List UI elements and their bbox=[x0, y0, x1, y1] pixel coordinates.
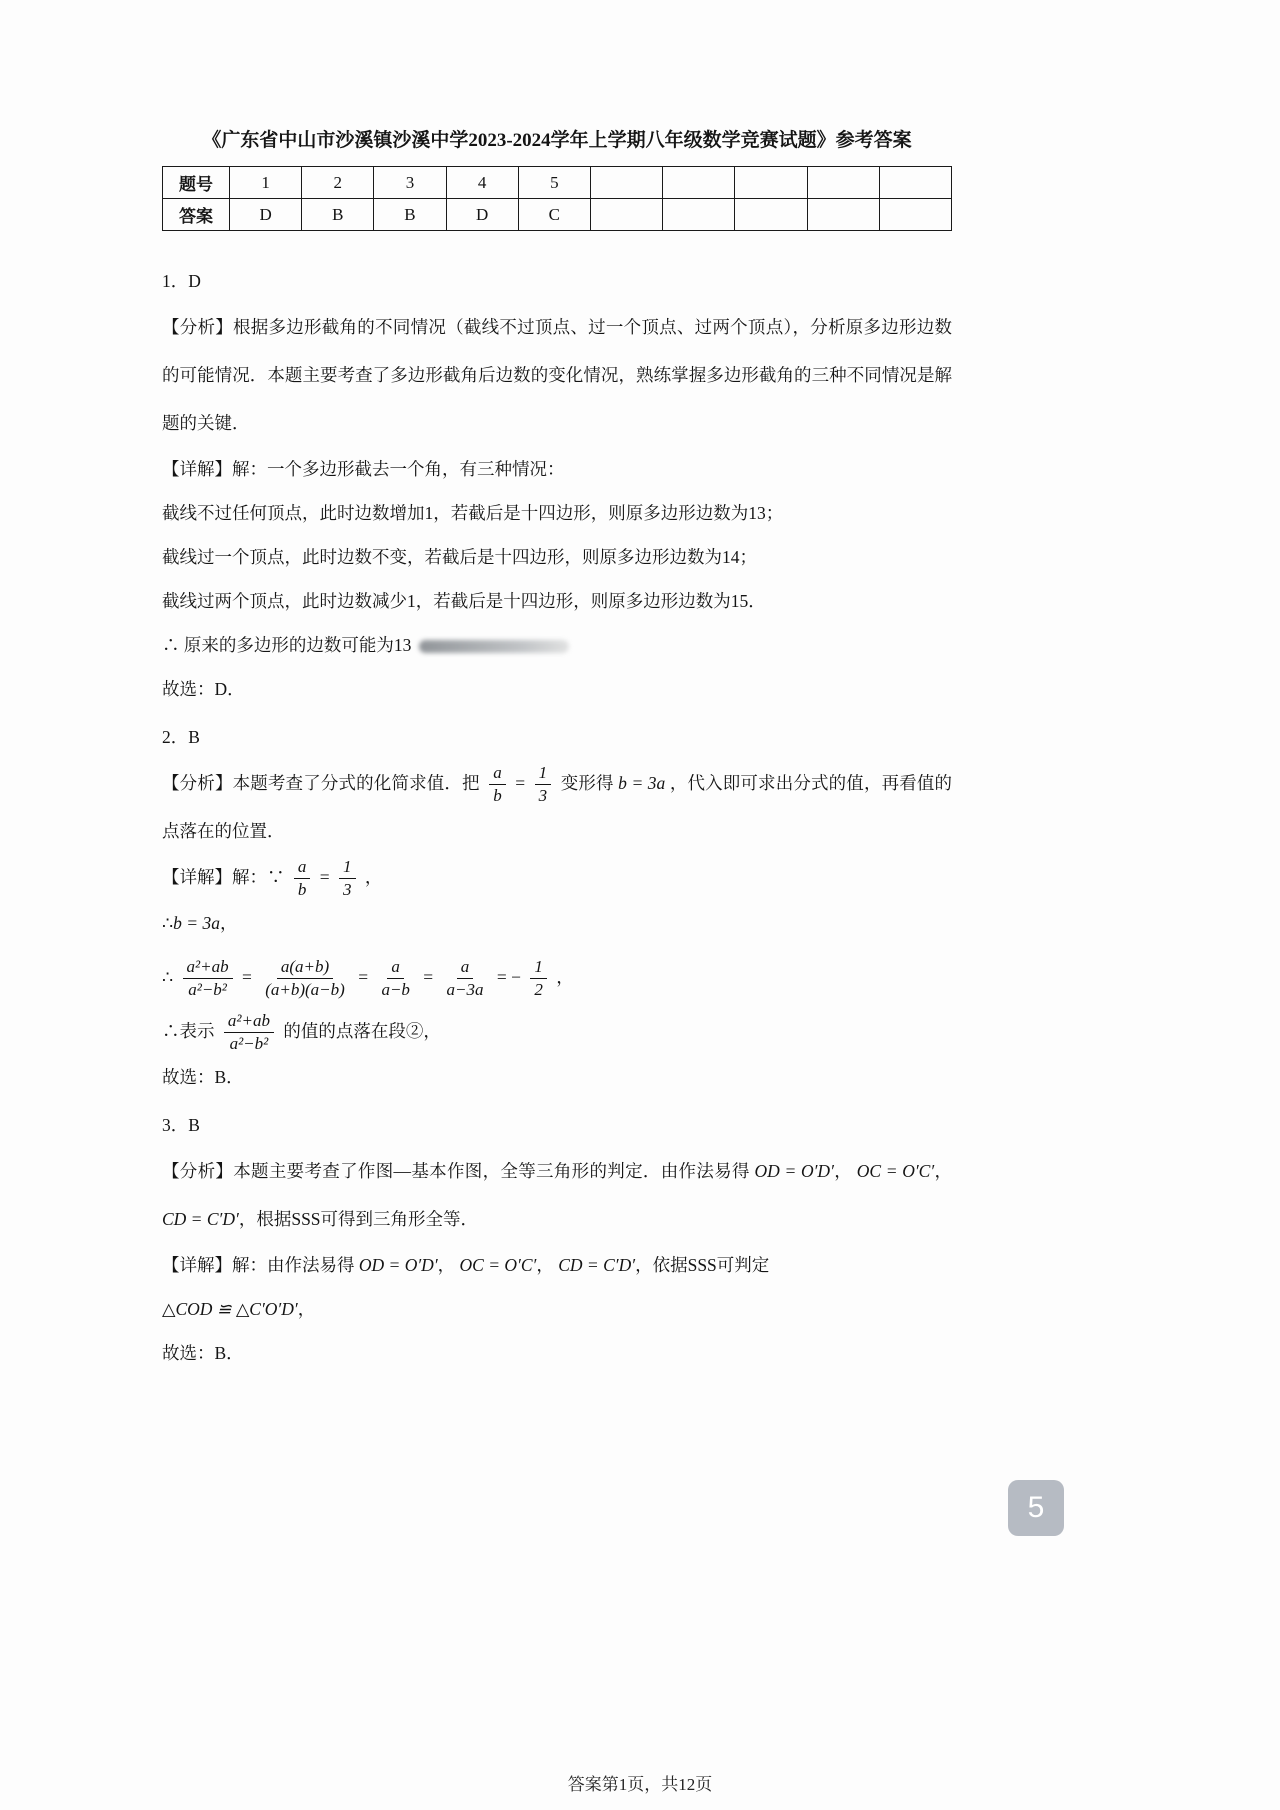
math-cd-equals: CD = C′D′ bbox=[558, 1254, 636, 1275]
equals-sign: = bbox=[319, 867, 330, 887]
answer-cell: C bbox=[518, 199, 590, 231]
fraction-1-over-3: $\frac{1}{3}$ bbox=[339, 857, 356, 901]
q1-case2: 截线过一个顶点，此时边数不变，若截后是十四边形，则原多边形边数为14； bbox=[162, 547, 757, 567]
fraction-a-over-a-minus-b: $\frac{a}{a-b}$ bbox=[381, 956, 410, 1000]
q2-heading: 2．B bbox=[162, 727, 200, 747]
answer-cell: D bbox=[230, 199, 302, 231]
answer-cell bbox=[735, 199, 807, 231]
answer-row bbox=[163, 199, 952, 231]
comma: ， bbox=[833, 1160, 853, 1181]
q2-analysis-text-3: ，代入即可求出分式的值，再看值的点落在的位置． bbox=[162, 773, 953, 841]
question-number-cell: 1 bbox=[230, 167, 302, 199]
fraction-a-over-b: $\frac{a}{b}$ bbox=[294, 857, 311, 901]
fraction-a2-ab-over-a2-b2: $\frac{\text{a²+ab}}{\text{a²−b²}}$ bbox=[224, 1011, 274, 1055]
q3-detail-text-1: 【详解】解：由作法易得 bbox=[162, 1254, 355, 1275]
math-b-equals-3a: b = 3a bbox=[618, 773, 666, 793]
equals-minus-sign: = − bbox=[496, 966, 522, 987]
equals-sign: = bbox=[241, 966, 252, 987]
math-oc-equals: OC = O′C′ bbox=[856, 1160, 935, 1181]
comma: ， bbox=[536, 1254, 554, 1275]
comma: ， bbox=[437, 1254, 456, 1275]
row-label-answer: 答案 bbox=[163, 199, 230, 231]
math-od-equals: OD = O′D′ bbox=[358, 1254, 438, 1275]
answer-cell bbox=[879, 199, 951, 231]
fraction-factored: $\frac{a(a+b)}{(a+b)(a-b)}$ bbox=[265, 956, 345, 1000]
question-number-row bbox=[163, 167, 952, 199]
math-oc-equals: OC = O′C′ bbox=[459, 1254, 537, 1275]
content-area bbox=[162, 126, 952, 1375]
math-cd-equals: CD = C′D′ bbox=[162, 1208, 239, 1229]
answer-cell: B bbox=[302, 199, 374, 231]
row-label-question-number: 题号 bbox=[163, 167, 230, 199]
fraction-1-over-2: $\frac{1}{2}$ bbox=[530, 957, 547, 1001]
question-number-cell bbox=[590, 167, 662, 199]
q3-analysis-text-2: ，根据SSS可得到三角形全等． bbox=[238, 1208, 479, 1229]
answer-cell bbox=[590, 199, 662, 231]
fraction-a2-ab-over-a2-b2: $\frac{\text{a²+ab}}{\text{a²−b²}}$ bbox=[183, 957, 233, 1001]
therefore-symbol: ∴ bbox=[162, 912, 174, 933]
document-title: 《广东省中山市沙溪镇沙溪中学2023-2024学年上学期八年级数学竞赛试题》参考答案 bbox=[202, 130, 912, 151]
q3-choice: 故选：B． bbox=[162, 1342, 244, 1363]
comma: ， bbox=[219, 912, 238, 933]
q1-analysis: 【分析】根据多边形截角的不同情况（截线不过顶点、过一个顶点、过两个顶点），分析原多边形边数的可能情况．本题主要考查了多边形截角后边数的变化情况，熟练掌握多边形截角的三种不同情况是解题的关键． bbox=[162, 317, 952, 433]
math-triangle-congruence: △COD ≌ △C′O′D′ bbox=[162, 1298, 298, 1319]
answer-cell: D bbox=[446, 199, 518, 231]
comma: ， bbox=[934, 1160, 952, 1181]
answer-cell bbox=[663, 199, 735, 231]
question-number-cell bbox=[879, 167, 951, 199]
q2-conclusion-line bbox=[162, 1009, 952, 1055]
q2-detail-text: 【详解】解：∵ bbox=[162, 867, 285, 887]
question-number-cell: 4 bbox=[446, 167, 518, 199]
math-b-equals-3a: b = 3a bbox=[173, 912, 220, 933]
q1-conclusion bbox=[162, 623, 952, 667]
math-od-equals: OD = O′D′ bbox=[754, 1160, 834, 1181]
question-number-cell: 2 bbox=[302, 167, 374, 199]
blurred-text bbox=[419, 640, 569, 653]
q3-congruence-line bbox=[162, 1287, 952, 1331]
fraction-a-over-a-minus-3a: $\frac{a}{a-3a}$ bbox=[446, 956, 484, 1000]
q2-analysis-text-1: 【分析】本题考查了分式的化简求值．把 bbox=[162, 773, 480, 793]
q2-analysis-text-2: 变形得 bbox=[560, 773, 614, 793]
comma: ， bbox=[297, 1298, 316, 1319]
q1-detail-intro: 【详解】解：一个多边形截去一个角，有三种情况： bbox=[162, 459, 565, 479]
question-number-cell bbox=[663, 167, 735, 199]
q3-detail-line bbox=[162, 1243, 952, 1287]
q1-conclusion-text: ∴ 原来的多边形的边数可能为13 bbox=[162, 635, 412, 655]
q1-choice: 故选：D． bbox=[162, 679, 245, 699]
q3-heading: 3．B bbox=[162, 1114, 200, 1135]
comma: ， bbox=[364, 867, 383, 887]
fraction-1-over-3: $\frac{1}{3}$ bbox=[535, 763, 552, 807]
q1-case1: 截线不过任何顶点，此时边数增加1，若截后是十四边形，则原多边形边数为13； bbox=[162, 503, 784, 523]
answer-key-table bbox=[162, 166, 952, 231]
q1-heading: 1．D bbox=[162, 271, 201, 291]
fraction-a-over-b: $\frac{a}{b}$ bbox=[489, 763, 506, 807]
page-footer: 答案第1页，共12页 bbox=[567, 1775, 713, 1794]
q2-conclusion-text-1: ∴表示 bbox=[162, 1020, 215, 1041]
question-number-cell bbox=[807, 167, 879, 199]
q3-detail-text-2: ，依据SSS可判定 bbox=[635, 1254, 770, 1275]
q2-choice: 故选：B． bbox=[162, 1066, 244, 1087]
question-number-cell: 3 bbox=[374, 167, 446, 199]
comma: ， bbox=[556, 966, 574, 987]
q1-case3: 截线过两个顶点，此时边数减少1，若截后是十四边形，则原多边形边数为15． bbox=[162, 591, 766, 611]
equals-sign: = bbox=[423, 966, 434, 987]
equals-sign: = bbox=[515, 773, 526, 793]
q2-conclusion-text-2: 的值的点落在段②， bbox=[283, 1020, 441, 1041]
q2-detail-line bbox=[162, 855, 952, 901]
q2-b-equals-3a-line bbox=[162, 901, 952, 945]
q2-equation-line bbox=[162, 945, 952, 1009]
question-number-cell bbox=[735, 167, 807, 199]
q3-analysis bbox=[162, 1147, 952, 1243]
equals-sign: = bbox=[358, 966, 369, 987]
question-number-cell: 5 bbox=[518, 167, 590, 199]
q3-analysis-text-1: 【分析】本题主要考查了作图—基本作图，全等三角形的判定．由作法易得 bbox=[162, 1160, 750, 1181]
answer-cell: B bbox=[374, 199, 446, 231]
q2-analysis bbox=[162, 759, 952, 855]
therefore-symbol: ∴ bbox=[162, 966, 174, 987]
answer-cell bbox=[807, 199, 879, 231]
page-number-badge: 5 bbox=[1008, 1480, 1064, 1536]
